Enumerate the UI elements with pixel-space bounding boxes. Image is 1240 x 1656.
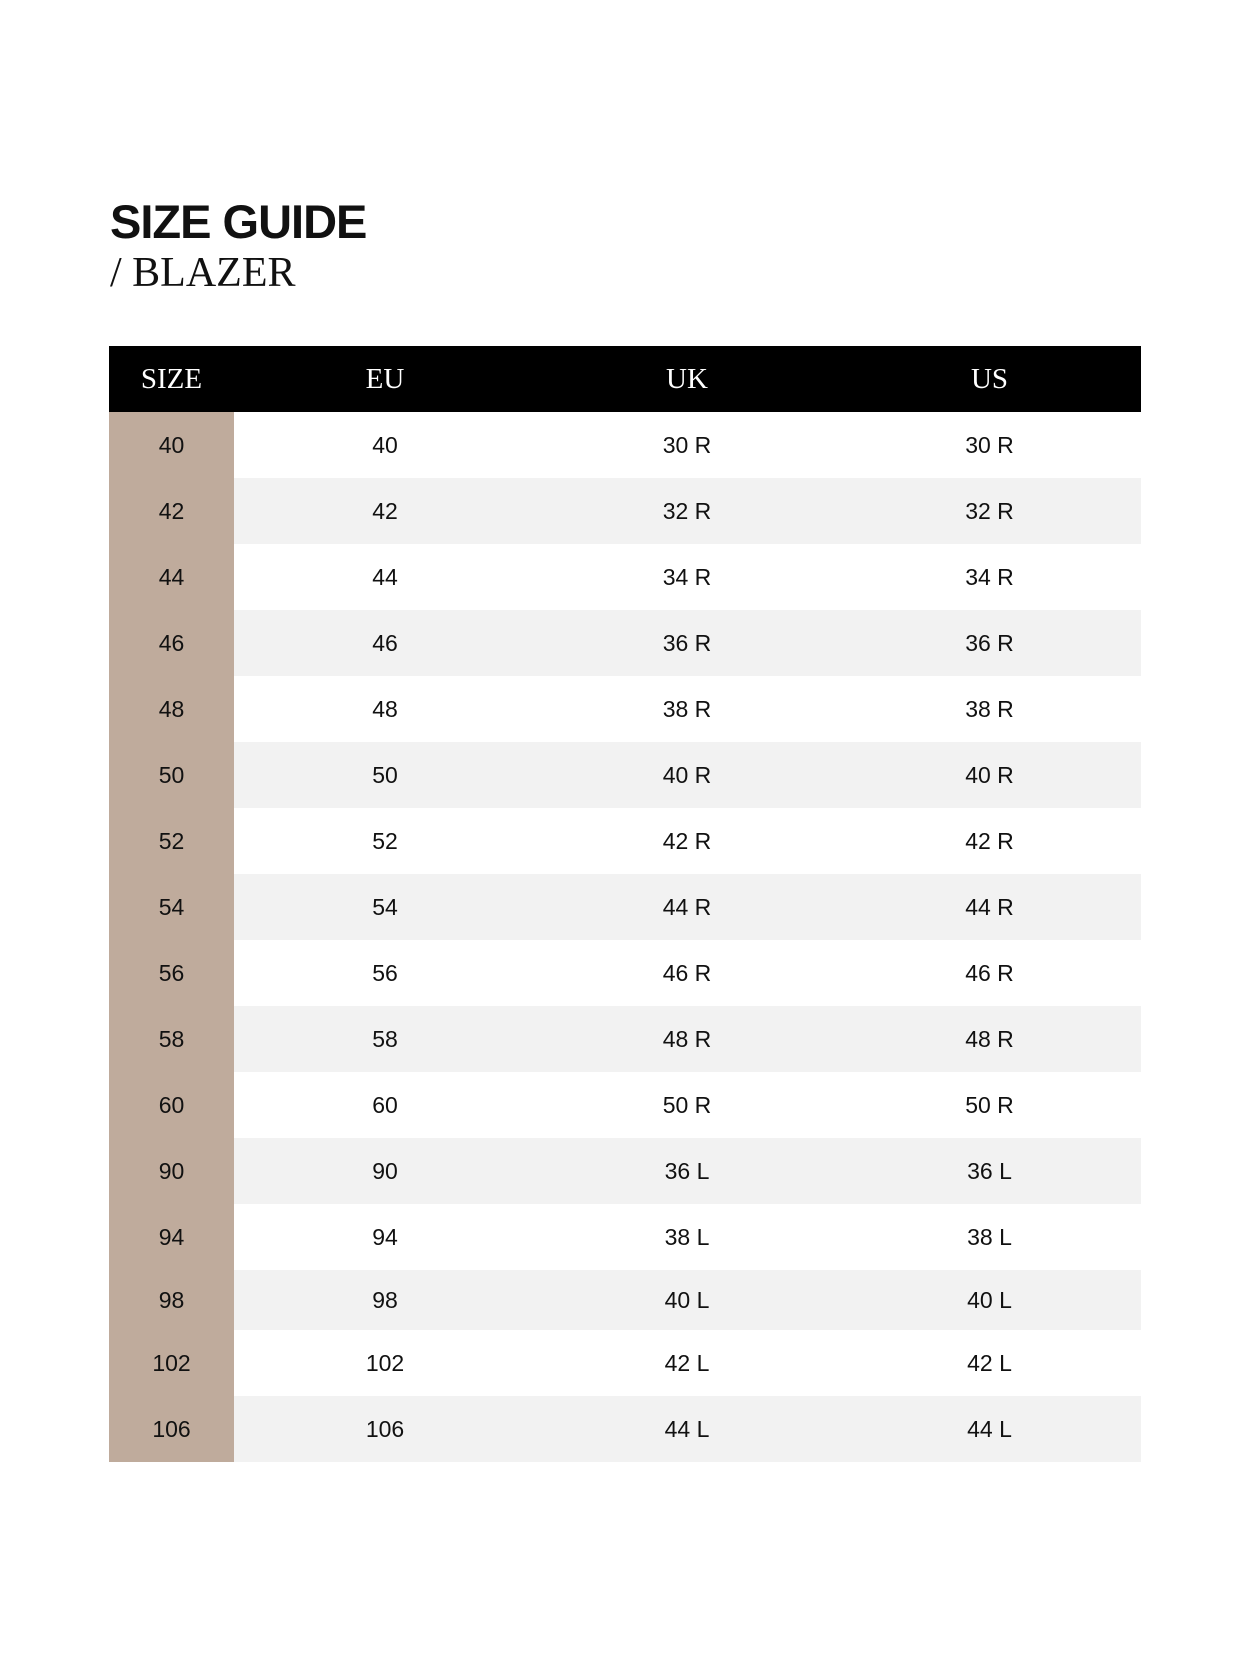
page-title: SIZE GUIDE <box>110 195 367 248</box>
us-cell: 38 L <box>967 1223 1012 1250</box>
row-values <box>234 478 1141 544</box>
uk-cell: 38 R <box>662 695 712 722</box>
eu-cell: 42 <box>372 497 398 524</box>
size-cell: 60 <box>109 1072 234 1138</box>
table-row <box>109 940 1141 1006</box>
eu-cell: 60 <box>372 1091 398 1118</box>
size-cell: 106 <box>109 1396 234 1462</box>
uk-cell: 50 R <box>662 1091 712 1118</box>
size-cell: 94 <box>109 1204 234 1270</box>
table-body <box>109 412 1141 1462</box>
table-row <box>109 610 1141 676</box>
table-row <box>109 412 1141 478</box>
uk-cell: 36 R <box>662 629 712 656</box>
table-row <box>109 808 1141 874</box>
uk-cell: 46 R <box>662 959 712 986</box>
row-values <box>234 610 1141 676</box>
size-cell: 50 <box>109 742 234 808</box>
row-values <box>234 874 1141 940</box>
size-cell: 48 <box>109 676 234 742</box>
uk-cell: 42 L <box>664 1349 710 1376</box>
row-values <box>234 808 1141 874</box>
table-row <box>109 1138 1141 1204</box>
size-cell: 52 <box>109 808 234 874</box>
eu-cell: 48 <box>372 695 398 722</box>
us-cell: 44 R <box>965 893 1014 920</box>
table-row <box>109 544 1141 610</box>
us-cell: 44 L <box>967 1415 1012 1442</box>
us-cell: 40 L <box>967 1286 1012 1313</box>
size-cell: 102 <box>109 1330 234 1396</box>
size-cell: 56 <box>109 940 234 1006</box>
us-cell: 36 R <box>965 629 1014 656</box>
table-row <box>109 676 1141 742</box>
row-values <box>234 1396 1141 1462</box>
row-values <box>234 1330 1141 1396</box>
table-row <box>109 1396 1141 1462</box>
row-values <box>234 1072 1141 1138</box>
uk-cell: 44 L <box>664 1415 710 1442</box>
size-cell: 40 <box>109 412 234 478</box>
size-cell: 46 <box>109 610 234 676</box>
table-row <box>109 1270 1141 1330</box>
row-values <box>234 544 1141 610</box>
us-cell: 34 R <box>965 563 1014 590</box>
us-cell: 42 L <box>967 1349 1012 1376</box>
size-cell: 42 <box>109 478 234 544</box>
eu-cell: 98 <box>372 1286 398 1313</box>
size-cell: 98 <box>109 1270 234 1330</box>
eu-cell: 44 <box>372 563 398 590</box>
eu-cell: 94 <box>372 1223 398 1250</box>
size-cell: 58 <box>109 1006 234 1072</box>
size-table <box>109 346 1141 1462</box>
us-cell: 38 R <box>965 695 1014 722</box>
eu-cell: 90 <box>372 1157 398 1184</box>
row-values <box>234 1138 1141 1204</box>
us-cell: 30 R <box>965 431 1014 458</box>
size-cell: 90 <box>109 1138 234 1204</box>
uk-cell: 42 R <box>662 827 712 854</box>
row-values <box>234 1006 1141 1072</box>
table-row <box>109 1072 1141 1138</box>
eu-cell: 56 <box>372 959 398 986</box>
row-values <box>234 676 1141 742</box>
table-row <box>109 1330 1141 1396</box>
row-values <box>234 1270 1141 1330</box>
size-cell: 44 <box>109 544 234 610</box>
page-subtitle: / BLAZER <box>110 250 296 296</box>
uk-cell: 38 L <box>664 1223 710 1250</box>
uk-cell: 30 R <box>662 431 712 458</box>
table-row <box>109 478 1141 544</box>
us-cell: 42 R <box>965 827 1014 854</box>
column-header-size: SIZE <box>140 362 203 395</box>
row-values <box>234 742 1141 808</box>
uk-cell: 34 R <box>662 563 712 590</box>
column-header-uk: UK <box>666 362 708 395</box>
eu-cell: 54 <box>372 893 398 920</box>
table-header-row <box>109 346 1141 412</box>
row-values <box>234 1204 1141 1270</box>
eu-cell: 52 <box>372 827 398 854</box>
row-values <box>234 412 1141 478</box>
us-cell: 32 R <box>965 497 1014 524</box>
uk-cell: 40 R <box>662 761 712 788</box>
us-cell: 40 R <box>965 761 1014 788</box>
uk-cell: 44 R <box>662 893 712 920</box>
uk-cell: 32 R <box>662 497 712 524</box>
uk-cell: 48 R <box>662 1025 712 1052</box>
eu-cell: 40 <box>372 431 398 458</box>
eu-cell: 102 <box>365 1349 405 1376</box>
eu-cell: 50 <box>372 761 398 788</box>
table-row <box>109 1204 1141 1270</box>
us-cell: 46 R <box>965 959 1014 986</box>
eu-cell: 46 <box>372 629 398 656</box>
us-cell: 50 R <box>965 1091 1014 1118</box>
table-row <box>109 742 1141 808</box>
uk-cell: 36 L <box>664 1157 710 1184</box>
eu-cell: 58 <box>372 1025 398 1052</box>
us-cell: 36 L <box>967 1157 1012 1184</box>
table-row <box>109 1006 1141 1072</box>
column-header-us: US <box>970 362 1009 395</box>
us-cell: 48 R <box>965 1025 1014 1052</box>
column-header-eu: EU <box>365 362 405 395</box>
table-row <box>109 874 1141 940</box>
uk-cell: 40 L <box>664 1286 710 1313</box>
size-cell: 54 <box>109 874 234 940</box>
row-values <box>234 940 1141 1006</box>
eu-cell: 106 <box>365 1415 405 1442</box>
